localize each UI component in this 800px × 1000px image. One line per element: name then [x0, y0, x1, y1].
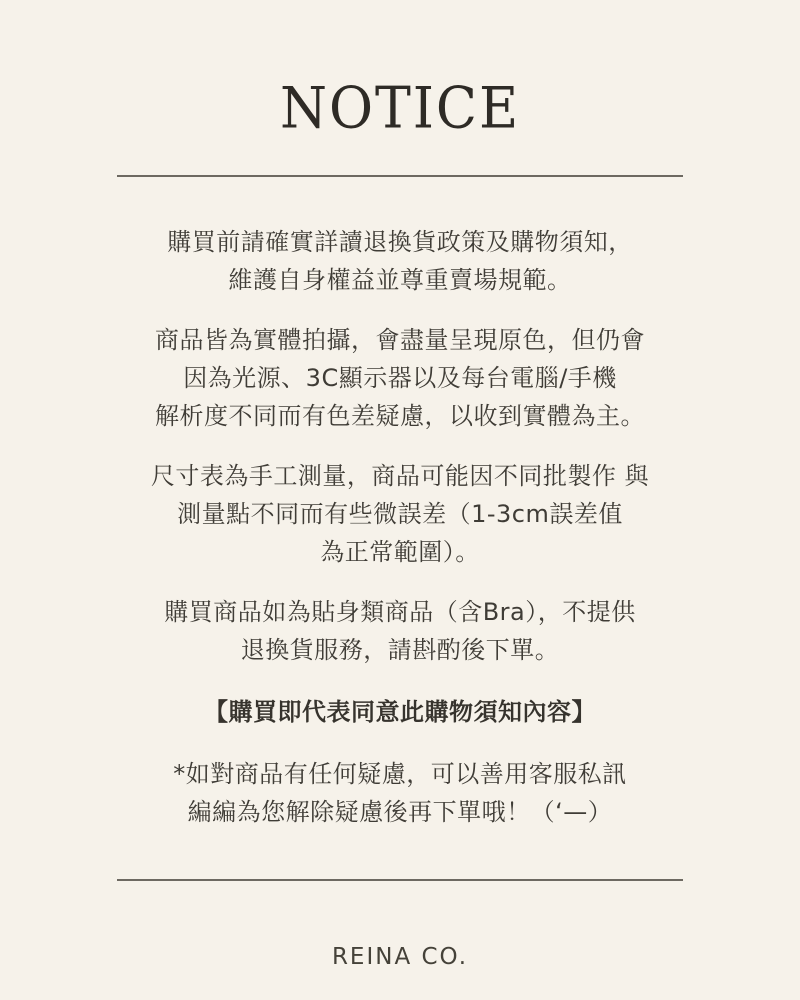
paragraph-line: 維護自身權益並尊重賣場規範。 — [228, 266, 572, 294]
notice-paragraph-read-policy — [90, 223, 710, 299]
paragraph-line: 購買商品如為貼身類商品（含Bra），不提供 — [164, 598, 636, 626]
paragraph-line: 【購買即代表同意此購物須知內容】 — [204, 698, 596, 726]
notice-paragraph-measurement-tolerance — [90, 457, 710, 571]
paragraph-line: 尺寸表為手工測量，商品可能因不同批製作 與 — [150, 462, 650, 490]
notice-paragraph-agreement — [90, 693, 710, 731]
paragraph-line: 因為光源、3C顯示器以及每台電腦/手機 — [183, 364, 617, 392]
brand-footer: REINA CO. — [331, 944, 469, 970]
notice-body — [90, 223, 710, 853]
notice-title: NOTICE — [279, 75, 521, 142]
top-divider — [117, 175, 683, 177]
paragraph-line: *如對商品有任何疑慮，可以善用客服私訊 — [173, 760, 627, 788]
paragraph-line: 測量點不同而有些微誤差（1-3cm誤差值 — [177, 500, 623, 528]
paragraph-line: 商品皆為實體拍攝，會盡量呈現原色，但仍會 — [155, 326, 645, 354]
paragraph-line: 編編為您解除疑慮後再下單哦！（‘—） — [187, 798, 613, 826]
notice-paragraph-customer-service — [90, 755, 710, 831]
bottom-divider — [117, 879, 683, 881]
paragraph-line: 退換貨服務，請斟酌後下單。 — [240, 636, 560, 664]
paragraph-line: 解析度不同而有色差疑慮，以收到實體為主。 — [155, 402, 645, 430]
notice-paragraph-color-difference — [90, 321, 710, 435]
paragraph-line: 為正常範圍）。 — [320, 538, 480, 566]
notice-paragraph-no-return-intimates — [90, 593, 710, 669]
paragraph-line: 購買前請確實詳讀退換貨政策及購物須知， — [167, 228, 633, 256]
